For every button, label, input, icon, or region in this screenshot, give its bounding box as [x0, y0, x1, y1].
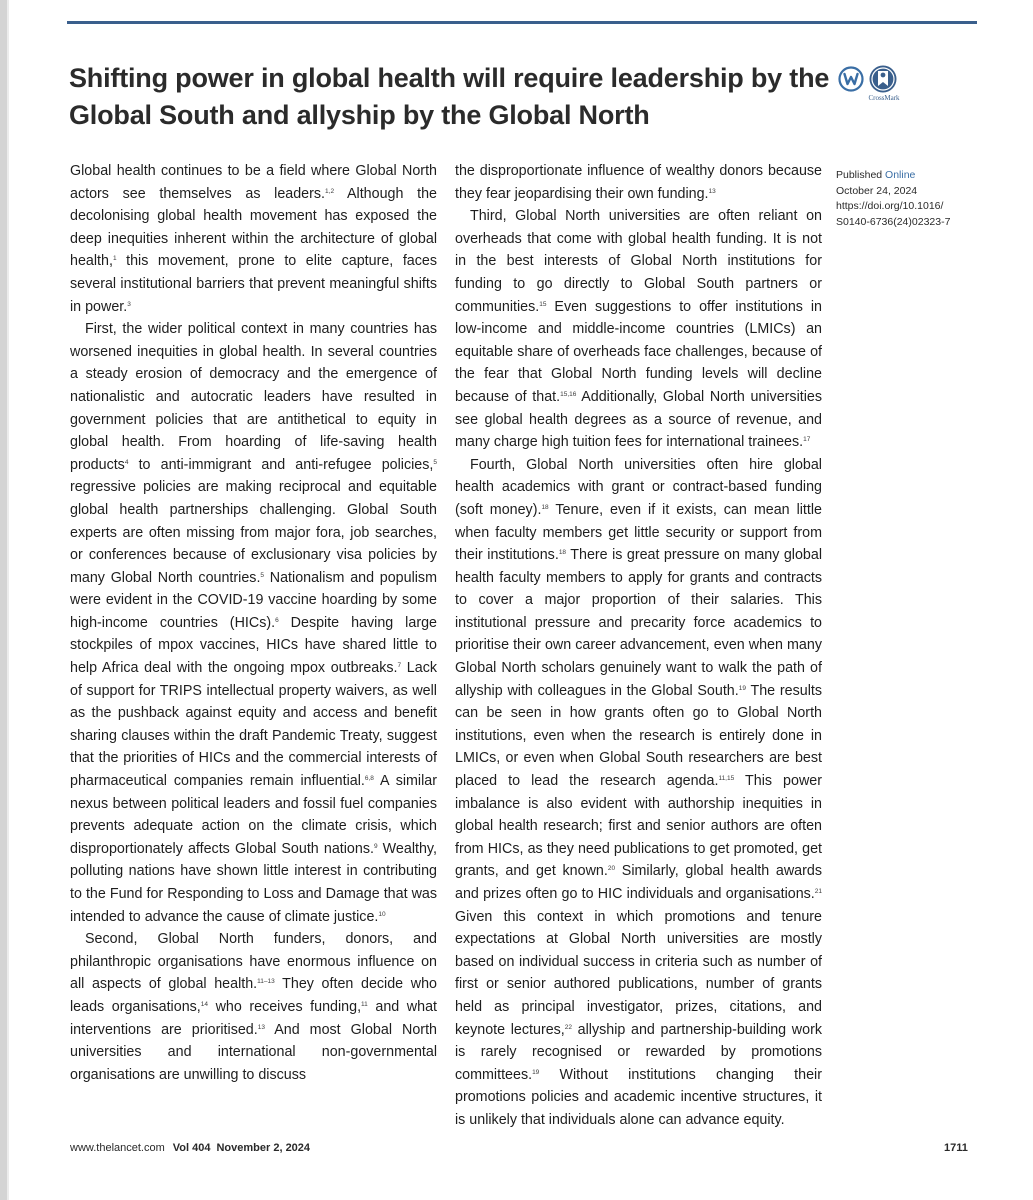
paragraph-text: Fourth, Global North universities often hire global health academics with grant or contract-based funding (soft money). [455, 456, 822, 518]
paragraph-text: Similarly, global health awards and prizes often go to HIC individuals and organisations. [455, 863, 822, 902]
paragraph-text: Third, Global North universities are often reliant on overheads that come with global health funding. It is not in the best interests of Global North institutions for funding to go directly to Global South partners or communities. [455, 208, 822, 315]
paragraph-text: Lack of support for TRIPS intellectual property waivers, as well as the pushback against equity and access and benefit sharing clauses within the draft Pandemic Treaty, suggest that the priorities of HICs and the commercial interests of pharmaceutical companies remain influential. [70, 660, 438, 790]
title-line: Shifting power in global health will require leadership by the [69, 63, 830, 93]
reference-mark[interactable]: 18 [558, 549, 567, 557]
reference-mark[interactable]: 1,2 [325, 187, 335, 195]
paragraph-text: First, the wider political context in many countries has worsened inequities in global health. In several countries a steady erosion of democracy and the emergence of nationalistic and autocratic leaders have resulted in government policies that are antithetical to equity in global health. From hoarding of life-saving health products [70, 321, 437, 473]
reference-mark[interactable]: 21 [814, 888, 822, 895]
paragraph-text: Tenure, even if it exists, can mean little when faculty members get little security or support from their institutions. [455, 501, 823, 564]
paragraph-text: Additionally, Global North universities see global health degrees as a source of revenue, and many charge high tuition fees for international trainees. [455, 388, 822, 451]
doi-link-line2[interactable]: S0140-6736(24)02323-7 [836, 215, 951, 228]
paragraph-text: Nationalism and populism were evident in the COVID-19 vaccine hoarding by some high-income countries (HICs). [70, 569, 437, 631]
paragraph-text: There is great pressure on many global health faculty members to apply for grants and contracts to cover a major proportion of their salaries. This institutional pressure and precarity force academics to prioritise their own career advancement, even when many Global North scholars genuinely want to walk the path of allyship with colleagues in the Global South. [455, 547, 822, 699]
reference-mark[interactable]: 14 [200, 1000, 208, 1008]
paragraph-text: Although the decolonising global health movement has exposed the deep inequities inherent within the architecture of global health, [70, 185, 437, 270]
body-paragraph [455, 454, 822, 1132]
crossmark-icon[interactable] [868, 64, 898, 94]
body-paragraph [455, 160, 822, 205]
body-paragraph [70, 318, 437, 928]
body-column-right [455, 160, 822, 1132]
paragraph-text: Without institutions changing their promotions policies and academic incentive structures, it is unlikely that individuals alone can advance equity. [455, 1066, 822, 1128]
reference-mark[interactable]: 15 [539, 300, 547, 308]
title-logos [838, 64, 908, 106]
header-rule [67, 21, 977, 24]
reference-mark[interactable]: 22 [564, 1023, 573, 1031]
paragraph-text: regressive policies are making reciprocal and equitable global health partnerships challenging. Global South experts are often missing from major fora, job searches, or conferences because of exclusionary visa policies by many Global North countries. [70, 479, 437, 586]
paragraph-text: who receives funding, [208, 998, 362, 1015]
reference-mark[interactable]: 10 [378, 910, 386, 918]
reference-mark[interactable]: 13 [257, 1023, 265, 1031]
reference-mark[interactable]: 20 [607, 865, 616, 873]
issue-date: November 2, 2024 [216, 1142, 311, 1154]
reference-mark[interactable]: 17 [803, 436, 811, 444]
reference-mark[interactable]: 4 [124, 458, 129, 466]
paragraph-text: Global health continues to be a field where Global North actors see themselves as leaders. [70, 163, 437, 202]
reference-mark[interactable]: 1 [112, 255, 117, 263]
reference-mark[interactable]: 3 [127, 300, 131, 308]
reference-mark[interactable]: 11 [361, 1000, 368, 1008]
reference-mark[interactable]: 19 [532, 1068, 540, 1076]
reference-mark[interactable]: 6,8 [364, 775, 374, 783]
paragraph-text: and what interventions are prioritised. [70, 998, 437, 1038]
published-date: October 24, 2024 [836, 184, 918, 197]
article-title [69, 60, 829, 134]
volume-number: Vol 404 [172, 1142, 211, 1154]
body-paragraph [455, 205, 822, 454]
published-online-link[interactable]: Online [885, 169, 916, 181]
paragraph-text: this movement, prone to elite capture, faces several institutional barriers that prevent meaningful shifts in power. [70, 253, 437, 315]
reference-mark[interactable]: 15,16 [560, 390, 577, 398]
paragraph-text: They often decide who leads organisations, [70, 976, 437, 1015]
paragraph-text: And most Global North universities and international non-governmental organisations are unwilling to discuss [70, 1021, 437, 1083]
paragraph-text: Wealthy, polluting nations have shown little interest in contributing to the Fund for Responding to Loss and Damage that was intended to advance the cause of climate justice. [70, 840, 437, 925]
reference-mark[interactable]: 5 [260, 571, 265, 579]
paragraph-text: A similar nexus between political leaders and fossil fuel companies prevents adequate action on the climate crisis, which disproportionately affects Global South nations. [70, 773, 438, 857]
title-line: Global South and allyship by the Global North [69, 100, 650, 130]
reference-mark[interactable]: 19 [738, 684, 746, 692]
page-edge-shadow-inner [7, 0, 9, 1200]
body-paragraph [70, 160, 437, 318]
reference-mark[interactable]: 5 [433, 458, 437, 466]
reference-mark[interactable]: 11,15 [718, 775, 735, 783]
paragraph-text: the disproportionate influence of wealthy donors because they fear jeopardising their own funding. [455, 163, 822, 202]
published-line [836, 168, 986, 184]
page-number: 1711 [944, 1142, 968, 1154]
reference-mark[interactable]: 13 [708, 187, 716, 195]
body-paragraph [70, 928, 437, 1086]
paragraph-text: Second, Global North funders, donors, and philanthropic organisations have enormous influence on all aspects of global health. [70, 931, 437, 993]
reference-mark[interactable]: 7 [397, 662, 402, 670]
published-label: Published [836, 169, 883, 181]
reference-mark[interactable]: 6 [275, 616, 279, 624]
reference-mark[interactable]: 18 [541, 503, 549, 511]
paragraph-text: The results can be seen in how grants often go to Global North institutions, even when the research is entirely done in LMICs, or even when Global South researchers are best placed to lead the research agenda. [455, 682, 822, 790]
body-column-left [70, 160, 437, 1086]
page-edge-shadow [0, 0, 7, 1200]
crossmark-label: CrossMark [868, 94, 900, 102]
publication-sidebar [836, 168, 986, 230]
reference-mark[interactable]: 9 [373, 842, 378, 850]
paragraph-text: Given this context in which promotions and tenure expectations at Global North universities are mostly based on individual success in criteria such as number of first or senior authored publications, number of grants held as principal investigator, prizes, citations, and keynote lectures, [455, 908, 822, 1038]
doi-link-line1[interactable]: https://doi.org/10.1016/ [836, 200, 944, 212]
paragraph-text: This power imbalance is also evident with authorship inequities in global health research; first and senior authors are often from HICs, as they need publications to get promoted, get grants, and get known. [455, 773, 822, 880]
paragraph-text: to anti-immigrant and anti-refugee policies, [128, 456, 434, 473]
paragraph-text: allyship and partnership-building work is rarely recognised or rewarded by promotions committees. [455, 1021, 822, 1083]
page-footer [70, 1142, 310, 1154]
paragraph-text: Even suggestions to offer institutions in low-income and middle-income countries (LMICs) an equitable share of overheads face challenges, because of the fear that Global North funding levels will decline because of that. [455, 298, 822, 405]
reference-mark[interactable]: 11–13 [257, 978, 275, 986]
journal-site-link[interactable]: www.thelancet.com [70, 1142, 165, 1154]
paragraph-text: Despite having large stockpiles of mpox vaccines, HICs have shared little to help Africa deal with the ongoing mpox outbreaks. [70, 614, 437, 677]
comment-w-icon [838, 66, 864, 92]
